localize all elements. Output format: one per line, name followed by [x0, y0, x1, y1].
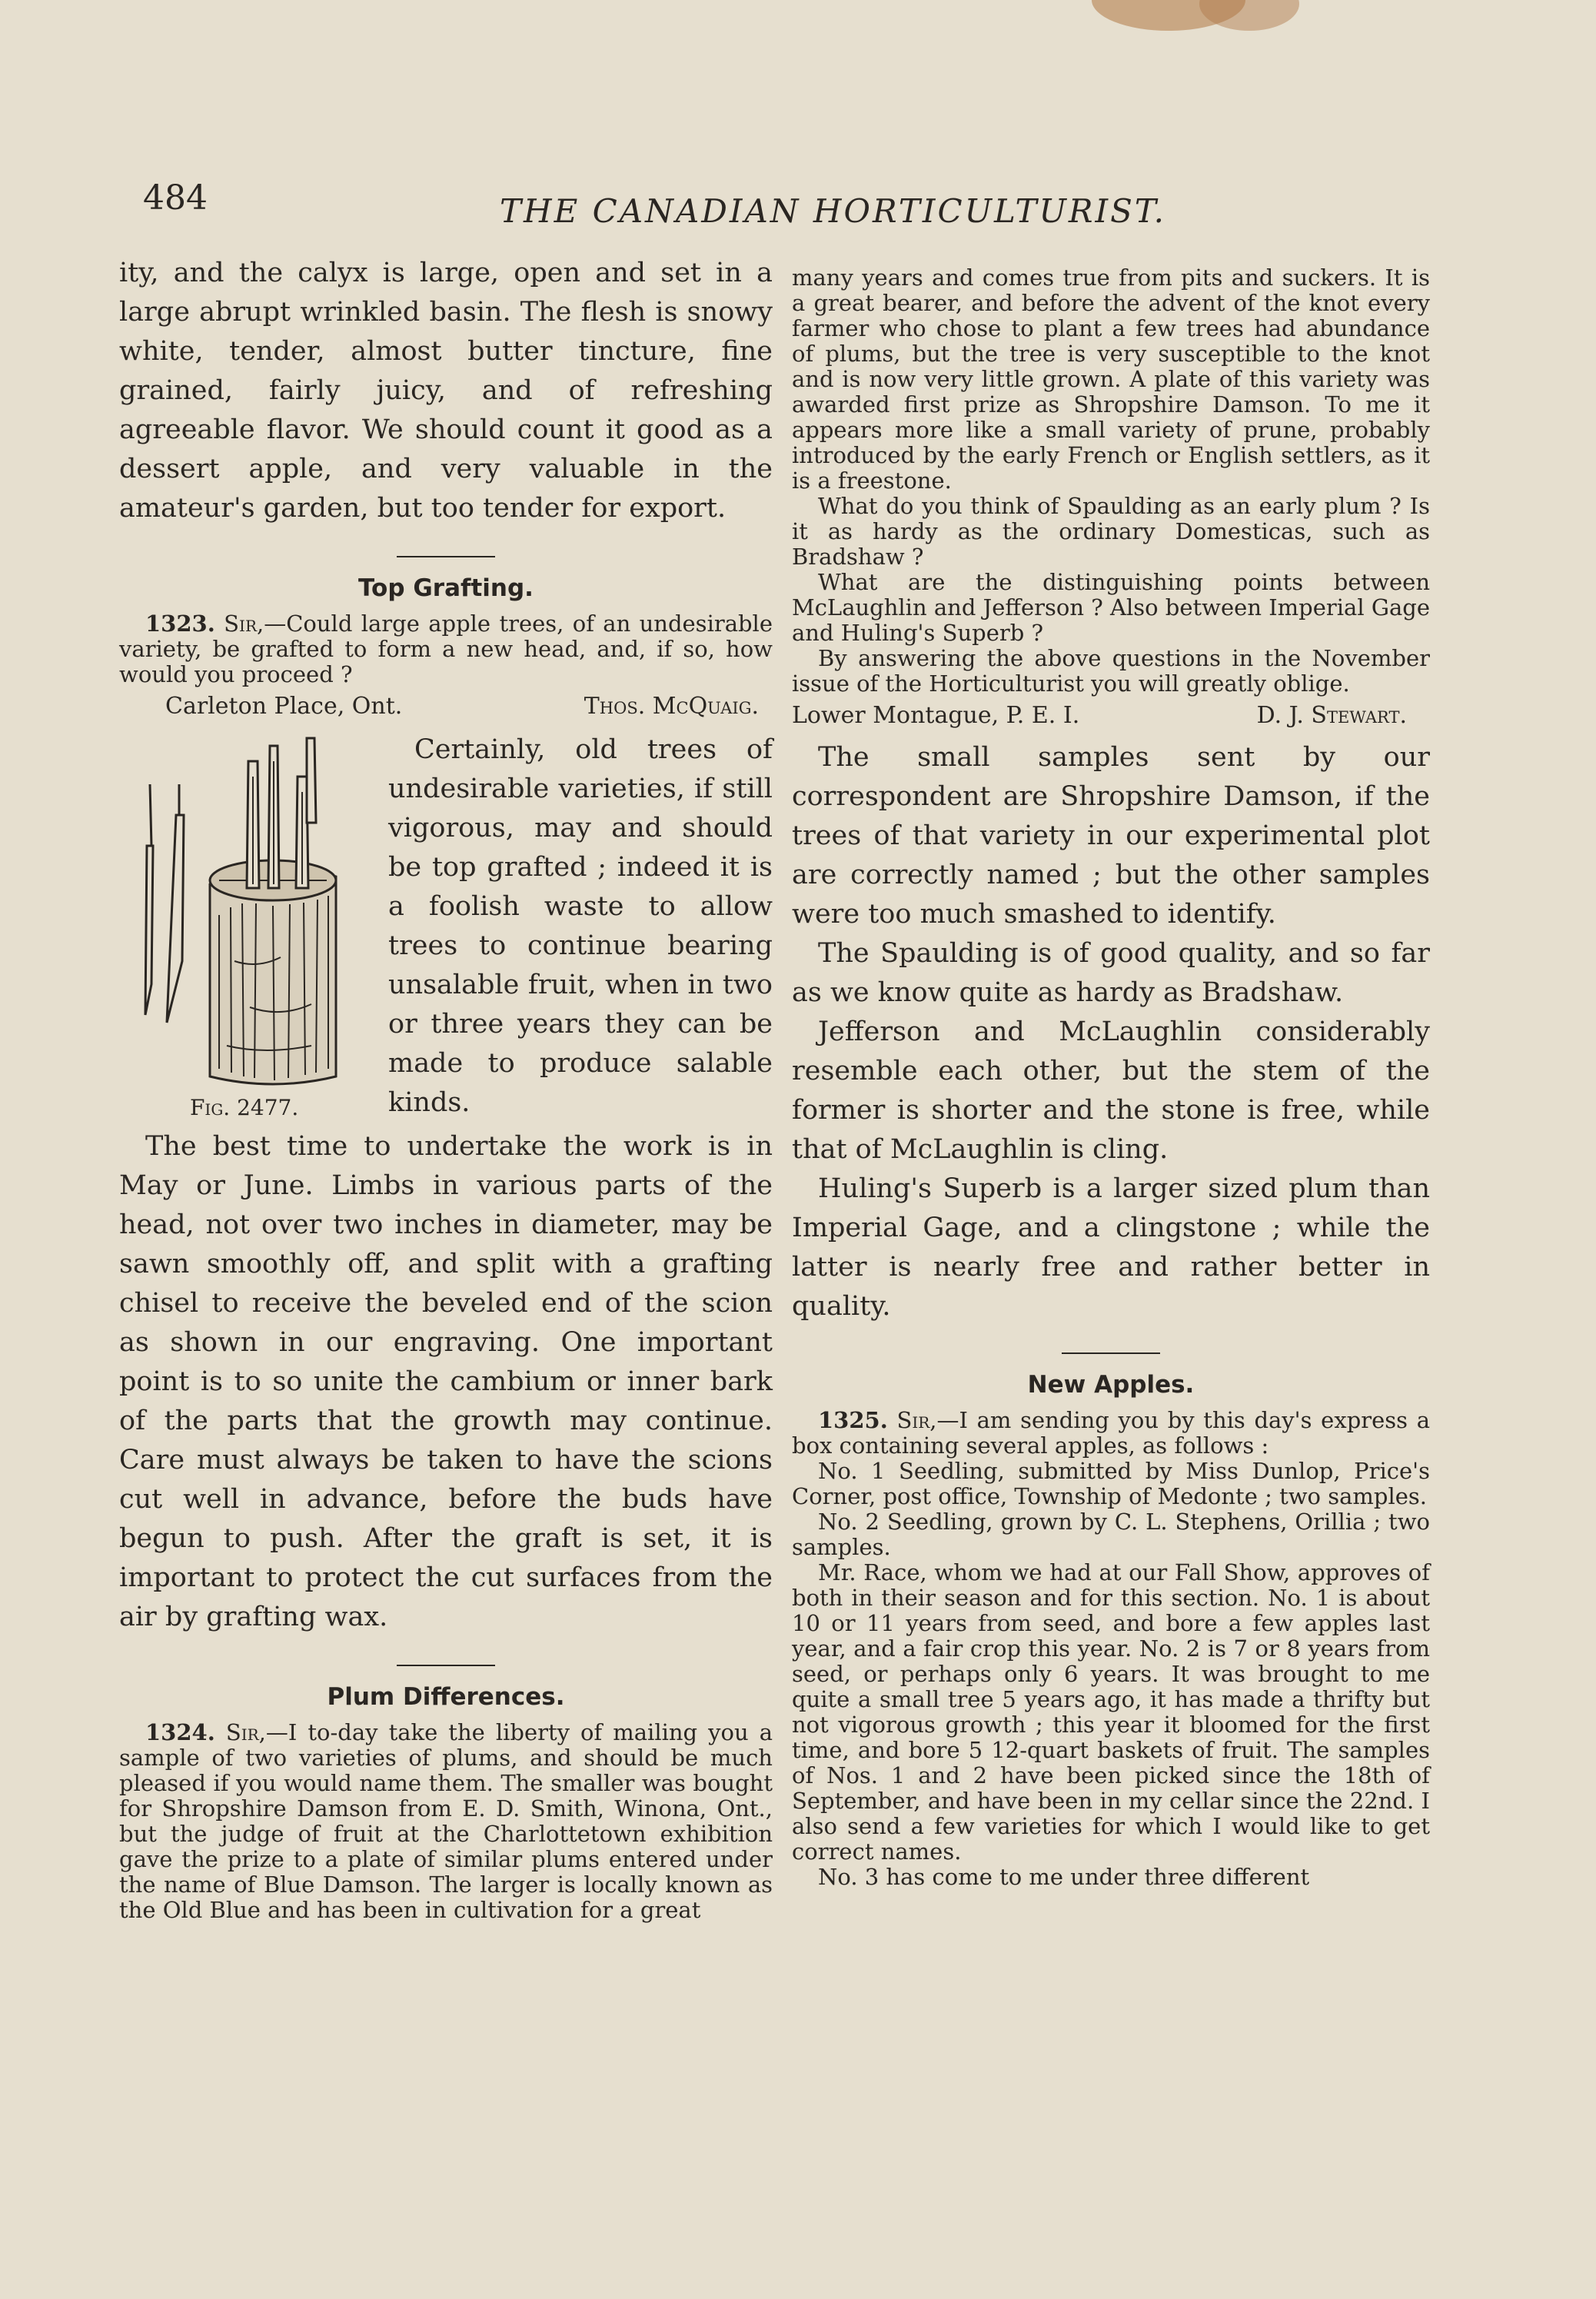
section-divider	[397, 1665, 495, 1666]
letter-question-2: What are the distinguishing points between McLaughlin and Jefferson ? Also between Imperial Gage and Huling's Superb ?	[792, 569, 1430, 646]
letter-1324	[119, 1720, 773, 1923]
figure-side-text	[388, 730, 773, 1123]
page-number: 484	[143, 178, 208, 218]
letter-1324-continuation: many years and comes true from pits and suckers. It is a great bearer, and before the advent of the knot every farmer who chose to plant a few trees had abundance of plums, but the tree is very susceptible to the knot and is now very little grown. A plate of this variety was awarded first prize as Shropshire Damson. To me it appears more like a small variety of prune, probably introduced by the early French or English settlers, as it is a freestone.	[792, 265, 1430, 494]
plum-differences-heading: Plum Differences.	[327, 1683, 565, 1711]
letter-signature: Thos. McQuaig.	[584, 693, 759, 720]
letter-salutation: Sir,	[225, 1719, 266, 1745]
section-divider	[397, 556, 495, 557]
answer-paragraph: Jefferson and McLaughlin considerably resemble each other, but the stem of the former is shorter and the stone is free, while that of McLaughlin is cling.	[792, 1016, 1430, 1165]
letter-location: Carleton Place, Ont.	[165, 693, 403, 720]
section-divider	[1062, 1352, 1160, 1354]
answer-paragraph: The Spaulding is of good quality, and so far as we know quite as hardy as Bradshaw.	[792, 938, 1430, 1008]
figure-2477	[119, 730, 373, 1123]
letter-1325	[792, 1408, 1430, 1459]
letter-paragraph: Mr. Race, whom we had at our Fall Show, approves of both in their season and for this section. No. 1 is about 10 or 11 years from seed, and bore a few apples last year, and a fair crop this year. No. 2 is 7 or 8 years from seed, or perhaps only 6 years. It was brought to me quite a small tree 5 years ago, it has made a thrifty but not vigorous growth ; this year it bloomed for the first time, and bore 5 12-quart baskets of fruit. The samples of Nos. 1 and 2 have been picked since the 18th of September, and have been in my cellar since the 22nd. I also send a few varieties for which I would like to get correct names.	[792, 1559, 1430, 1865]
letter-question-1: What do you think of Spaulding as an early plum ? Is it as hardy as the ordinary Domesticas, such as Bradshaw ?	[792, 493, 1430, 570]
letter-number: 1325.	[818, 1407, 888, 1433]
letter-text: —I am sending you by this day's express a box containing several apples, as follows :	[792, 1407, 1431, 1459]
letter-paragraph: No. 1 Seedling, submitted by Miss Dunlop, Price's Corner, post office, Township of Medonte ; two samples.	[792, 1458, 1430, 1509]
figure-block	[119, 730, 773, 1123]
letter-text: —Could large apple trees, of an undesirable variety, be grafted to form a new head, and, if so, how would you proceed ?	[119, 611, 773, 687]
running-title: THE CANADIAN HORTICULTURIST.	[500, 192, 1167, 230]
paper-stain	[1199, 0, 1299, 31]
letter-number: 1324.	[145, 1719, 215, 1745]
letter-paragraph: No. 2 Seedling, grown by C. L. Stephens, Orillia ; two samples.	[792, 1509, 1430, 1560]
right-column	[792, 265, 1430, 1890]
letter-question-3: By answering the above questions in the November issue of the Horticulturist you will greatly oblige.	[792, 645, 1430, 697]
top-grafting-heading: Top Grafting.	[358, 574, 534, 602]
grafting-instructions: The best time to undertake the work is in May or June. Limbs in various parts of the head, not over two inches in diameter, may be sawn smoothly off, and split with a grafting chisel to receive the beveled end of the scion as shown in our engraving. One important point is to so unite the cambium or inner bark of the parts that the growth may continue. Care must always be taken to have the scions cut well in advance, before the buds have begun to push. After the graft is set, it is important to protect the cut surfaces from the air by grafting wax.	[119, 1131, 773, 1632]
letter-salutation: Sir,	[224, 611, 264, 637]
answer-paragraph: Certainly, old trees of undesirable varieties, if still vigorous, may and should be top grafted ; indeed it is a foolish waste to allow trees to continue bearing unsalable fruit, when in two or three years they can be made to produce salable kinds.	[388, 734, 773, 1118]
letter-1323	[119, 611, 773, 687]
letter-signature: D. J. Stewart.	[1256, 702, 1407, 729]
letter-paragraph: No. 3 has come to me under three different	[818, 1864, 1310, 1890]
letter-1324-signature-line	[792, 701, 1430, 730]
letter-text: —I to-day take the liberty of mailing you a sample of two varieties of plums, and should be much pleased if you would name them. The smaller was bought for Shropshire Damson from E. D. Smith, Winona, Ont., but the judge of fruit at the Charlottetown exhibition gave the prize to a plate of similar plums entered under the name of Blue Damson. The larger is locally known as the Old Blue and has been in cultivation for a great	[119, 1719, 773, 1923]
answer-paragraph: The small samples sent by our correspondent are Shropshire Damson, if the trees of that variety in our experimental plot are correctly named ; but the other samples were too much smashed to identify.	[792, 742, 1430, 930]
left-column	[119, 254, 773, 1923]
figure-caption: Fig. 2477.	[190, 1095, 299, 1120]
answer-paragraph: Huling's Superb is a larger sized plum than Imperial Gage, and a clingstone ; while the latter is nearly free and rather better in quality.	[792, 1173, 1430, 1322]
letter-number: 1323.	[145, 611, 215, 637]
new-apples-heading: New Apples.	[1027, 1371, 1195, 1399]
grafting-engraving	[119, 730, 373, 1092]
letter-salutation: Sir,	[896, 1407, 937, 1433]
letter-1323-signature-line	[119, 692, 773, 721]
intro-paragraph: ity, and the calyx is large, open and set in a large abrupt wrinkled basin. The flesh is snowy white, tender, almost butter tincture, fine grained, fairly juicy, and of refreshing agreeable flavor. We should count it good as a dessert apple, and very valuable in the amateur's garden, but too tender for export.	[119, 258, 773, 524]
letter-location: Lower Montague, P. E. I.	[792, 702, 1080, 729]
